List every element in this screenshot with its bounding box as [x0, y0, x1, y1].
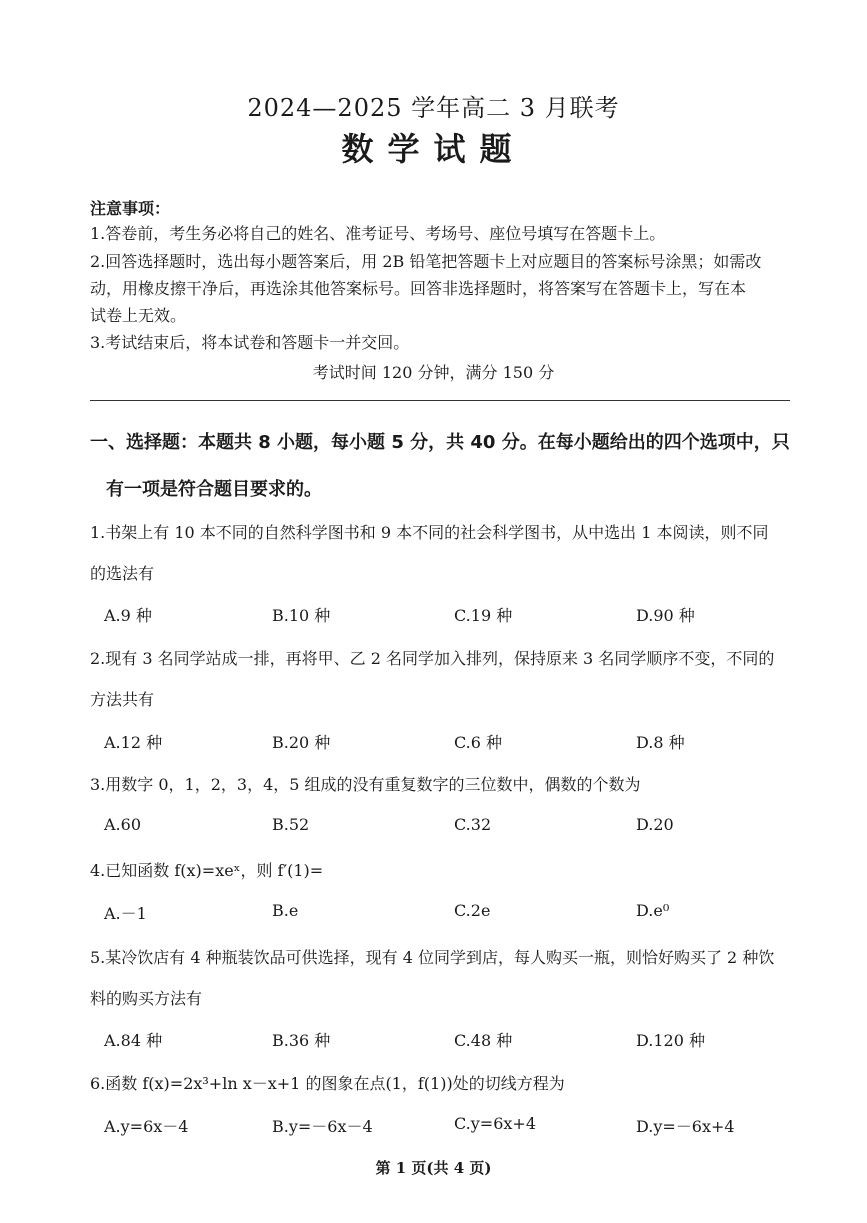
option-a: A.60 [104, 815, 141, 834]
option-b: B.52 [272, 815, 310, 834]
option-c: C.48 种 [454, 1031, 513, 1050]
note-line: 1.答卷前，考生务必将自己的姓名、准考证号、考场号、座位号填写在答题卡上。 [90, 224, 666, 243]
question-text: 料的购买方法有 [90, 989, 203, 1008]
note-line: 3.考试结束后，将本试卷和答题卡一并交回。 [90, 333, 410, 352]
question-text: 的选法有 [90, 564, 155, 583]
question-text: 6.函数 f(x)=2x³+ln x－x+1 的图象在点(1，f(1))处的切线方程为 [90, 1074, 565, 1093]
question-text: 2.现有 3 名同学站成一排，再将甲、乙 2 名同学加入排列，保持原来 3 名同学顺序不变，不同的 [90, 649, 775, 668]
option-c: C.19 种 [454, 606, 513, 625]
option-d: D.120 种 [636, 1031, 705, 1050]
option-c: C.6 种 [454, 733, 503, 752]
question-text: 3.用数字 0，1，2，3，4，5 组成的没有重复数字的三位数中，偶数的个数为 [90, 775, 641, 794]
option-a: A.84 种 [104, 1031, 163, 1050]
option-c: C.2e [454, 901, 491, 920]
question-text: 5.某冷饮店有 4 种瓶装饮品可供选择，现有 4 位同学到店，每人购买一瓶，则恰好购买了 2 种饮 [90, 948, 775, 967]
option-a: A.9 种 [104, 606, 152, 625]
option-d: D.8 种 [636, 733, 685, 752]
option-a: A.12 种 [104, 733, 163, 752]
option-b: B.20 种 [272, 733, 331, 752]
option-d: D.y=－6x+4 [636, 1117, 735, 1136]
option-b: B.10 种 [272, 606, 331, 625]
option-c: C.y=6x+4 [454, 1114, 536, 1133]
option-b: B.36 种 [272, 1031, 331, 1050]
option-b: B.e [272, 901, 299, 920]
section-title-cont: 有一项是符合题目要求的。 [106, 479, 322, 500]
option-d: D.20 [636, 815, 674, 834]
question-text: 方法共有 [90, 690, 155, 709]
divider [90, 400, 790, 401]
note-line: 试卷上无效。 [90, 306, 187, 325]
question-text: 4.已知函数 f(x)=xeˣ，则 f′(1)= [90, 861, 324, 880]
option-c: C.32 [454, 815, 492, 834]
option-a: A.y=6x－4 [104, 1117, 189, 1136]
page-footer: 第 1 页(共 4 页) [375, 1159, 492, 1177]
note-line: 动，用橡皮擦干净后，再选涂其他答案标号。回答非选择题时，将答案写在答题卡上，写在本 [90, 279, 747, 298]
section-title: 一、选择题：本题共 8 小题，每小题 5 分，共 40 分。在每小题给出的四个选项中，只 [90, 432, 790, 453]
option-d: D.e⁰ [636, 901, 670, 920]
exam-title: 2024—2025 学年高二 3 月联考 [247, 94, 620, 122]
option-a: A.－1 [104, 904, 147, 923]
note-line: 2.回答选择题时，选出每小题答案后，用 2B 铅笔把答题卡上对应题目的答案标号涂黑；如需改 [90, 252, 762, 271]
exam-time-info: 考试时间 120 分钟，满分 150 分 [312, 363, 555, 382]
notes-heading: 注意事项： [90, 199, 171, 218]
subject-title: 数学试题 [341, 130, 526, 168]
option-b: B.y=－6x－4 [272, 1117, 373, 1136]
option-d: D.90 种 [636, 606, 695, 625]
question-text: 1.书架上有 10 本不同的自然科学图书和 9 本不同的社会科学图书，从中选出 1 本阅读，则不同 [90, 523, 769, 542]
